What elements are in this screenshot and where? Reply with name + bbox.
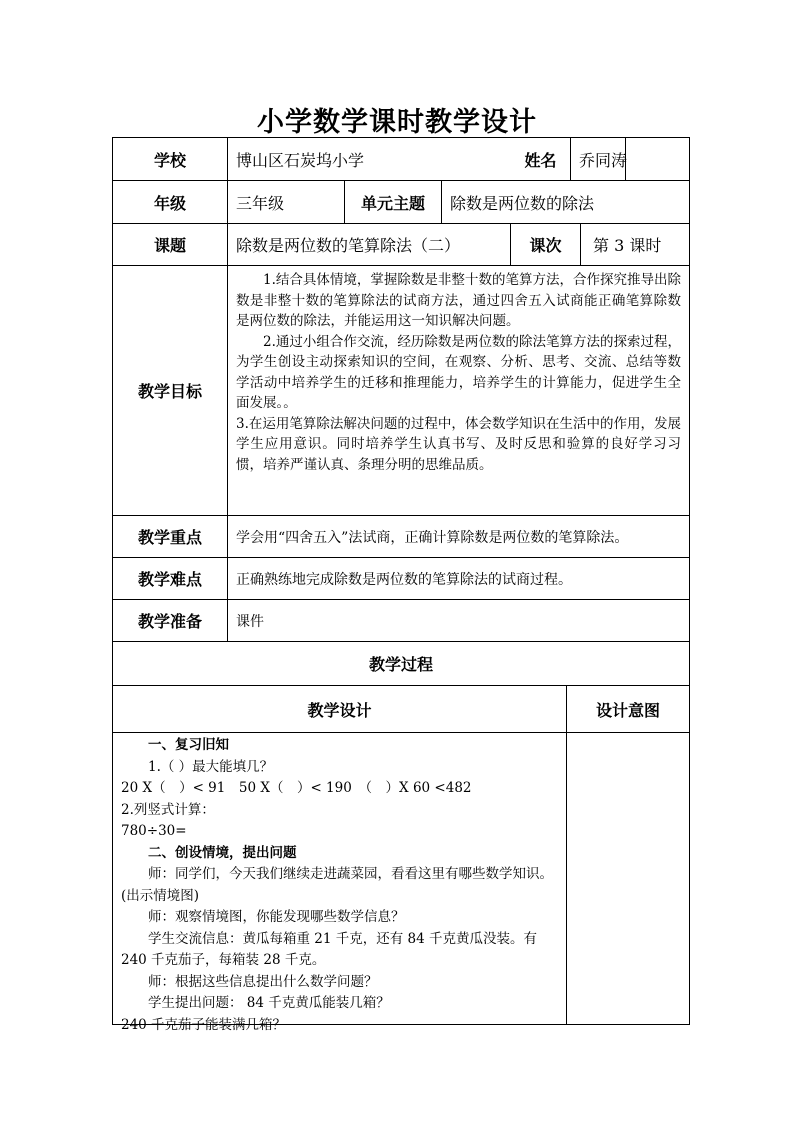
intent-content xyxy=(567,733,690,1025)
section-scenario-heading: 二、创设情境，提出问题 xyxy=(148,844,297,861)
process-line: 学生提出问题： 84 千克黄瓜能装几箱？ xyxy=(148,995,390,1011)
prep-label: 教学准备 xyxy=(113,600,228,642)
topic-value: 除数是两位数的笔算除法（二） xyxy=(228,224,511,266)
difficulty-value: 正确熟练地完成除数是两位数的笔算除法的试商过程。 xyxy=(228,558,690,600)
unit-label: 单元主题 xyxy=(345,181,442,224)
process-heading: 教学过程 xyxy=(113,642,690,686)
lesson-plan-table xyxy=(112,137,690,1033)
difficulty-label: 教学难点 xyxy=(113,558,228,600)
process-line: 师：根据这些信息提出什么数学问题？ xyxy=(148,973,378,990)
process-content xyxy=(113,733,567,1033)
goal-3: 3.在运用笔算除法解决问题的过程中，体会数学知识在生活中的作用，发展学生应用意识。同时培养学生认真书写、及时反思和验算的良好学习习惯，培养严谨认真、条理分明的思维品质。 xyxy=(236,415,681,473)
process-line: 2.列竖式计算： xyxy=(121,801,215,818)
goal-1: 1.结合具体情境，掌握除数是非整十数的笔算方法，合作探究推导出除数是非整十数的笔算除法的试商方法，通过四舍五入试商能正确笔算除数是两位数的除法，并能运用这一知识解决问题。 xyxy=(236,272,681,329)
page-title: 小学数学课时教学设计 xyxy=(257,107,537,138)
process-line: 师：同学们，今天我们继续走进蔬菜园，看看这里有哪些数学知识。(出示情境图) xyxy=(121,866,553,904)
school-value: 博山区石炭坞小学 xyxy=(228,138,626,181)
process-line: 师：观察情境图，你能发现哪些数学信息？ xyxy=(148,909,405,925)
lesson-label: 课次 xyxy=(511,224,581,266)
key-label: 教学重点 xyxy=(113,516,228,558)
goals-label: 教学目标 xyxy=(113,266,228,516)
process-line: 学生交流信息：黄瓜每箱重 21 千克，还有 84 千克黄瓜没装。有 240 千克茄子，每箱装 28 千克。 xyxy=(121,930,538,968)
intent-heading: 设计意图 xyxy=(567,686,690,733)
grade-label: 年级 xyxy=(113,181,228,224)
key-value: 学会用“四舍五入”法试商，正确计算除数是两位数的笔算除法。 xyxy=(228,516,690,558)
grade-value: 三年级 xyxy=(228,181,345,224)
process-line: 240 千克茄子能装满几箱？ xyxy=(121,1016,287,1033)
process-line: 20 X（ ）< 91 50 X（ ）< 190 （ ）X 60 <482 xyxy=(121,780,472,796)
process-line: 780÷30= xyxy=(121,823,187,839)
topic-label: 课题 xyxy=(113,224,228,266)
school-label: 学校 xyxy=(113,138,228,181)
prep-value: 课件 xyxy=(228,600,690,642)
name-value: 乔同涛 xyxy=(571,138,690,181)
name-label: 姓名 xyxy=(511,138,571,181)
design-heading: 教学设计 xyxy=(113,686,567,733)
section-review-heading: 一、复习旧知 xyxy=(148,737,229,753)
goal-2: 2.通过小组合作交流，经历除数是两位数的除法笔算方法的探索过程，为学生创设主动探索知识的空间，在观察、分析、思考、交流、总结等数学活动中培养学生的迁移和推理能力，培养学生的计算能力，促进学生全面发展。。 xyxy=(236,333,681,411)
unit-value: 除数是两位数的除法 xyxy=(442,181,690,224)
lesson-value: 第 3 课时 xyxy=(581,224,690,266)
goals-content xyxy=(228,266,690,516)
process-line: 1.（ ）最大能填几？ xyxy=(148,758,274,775)
